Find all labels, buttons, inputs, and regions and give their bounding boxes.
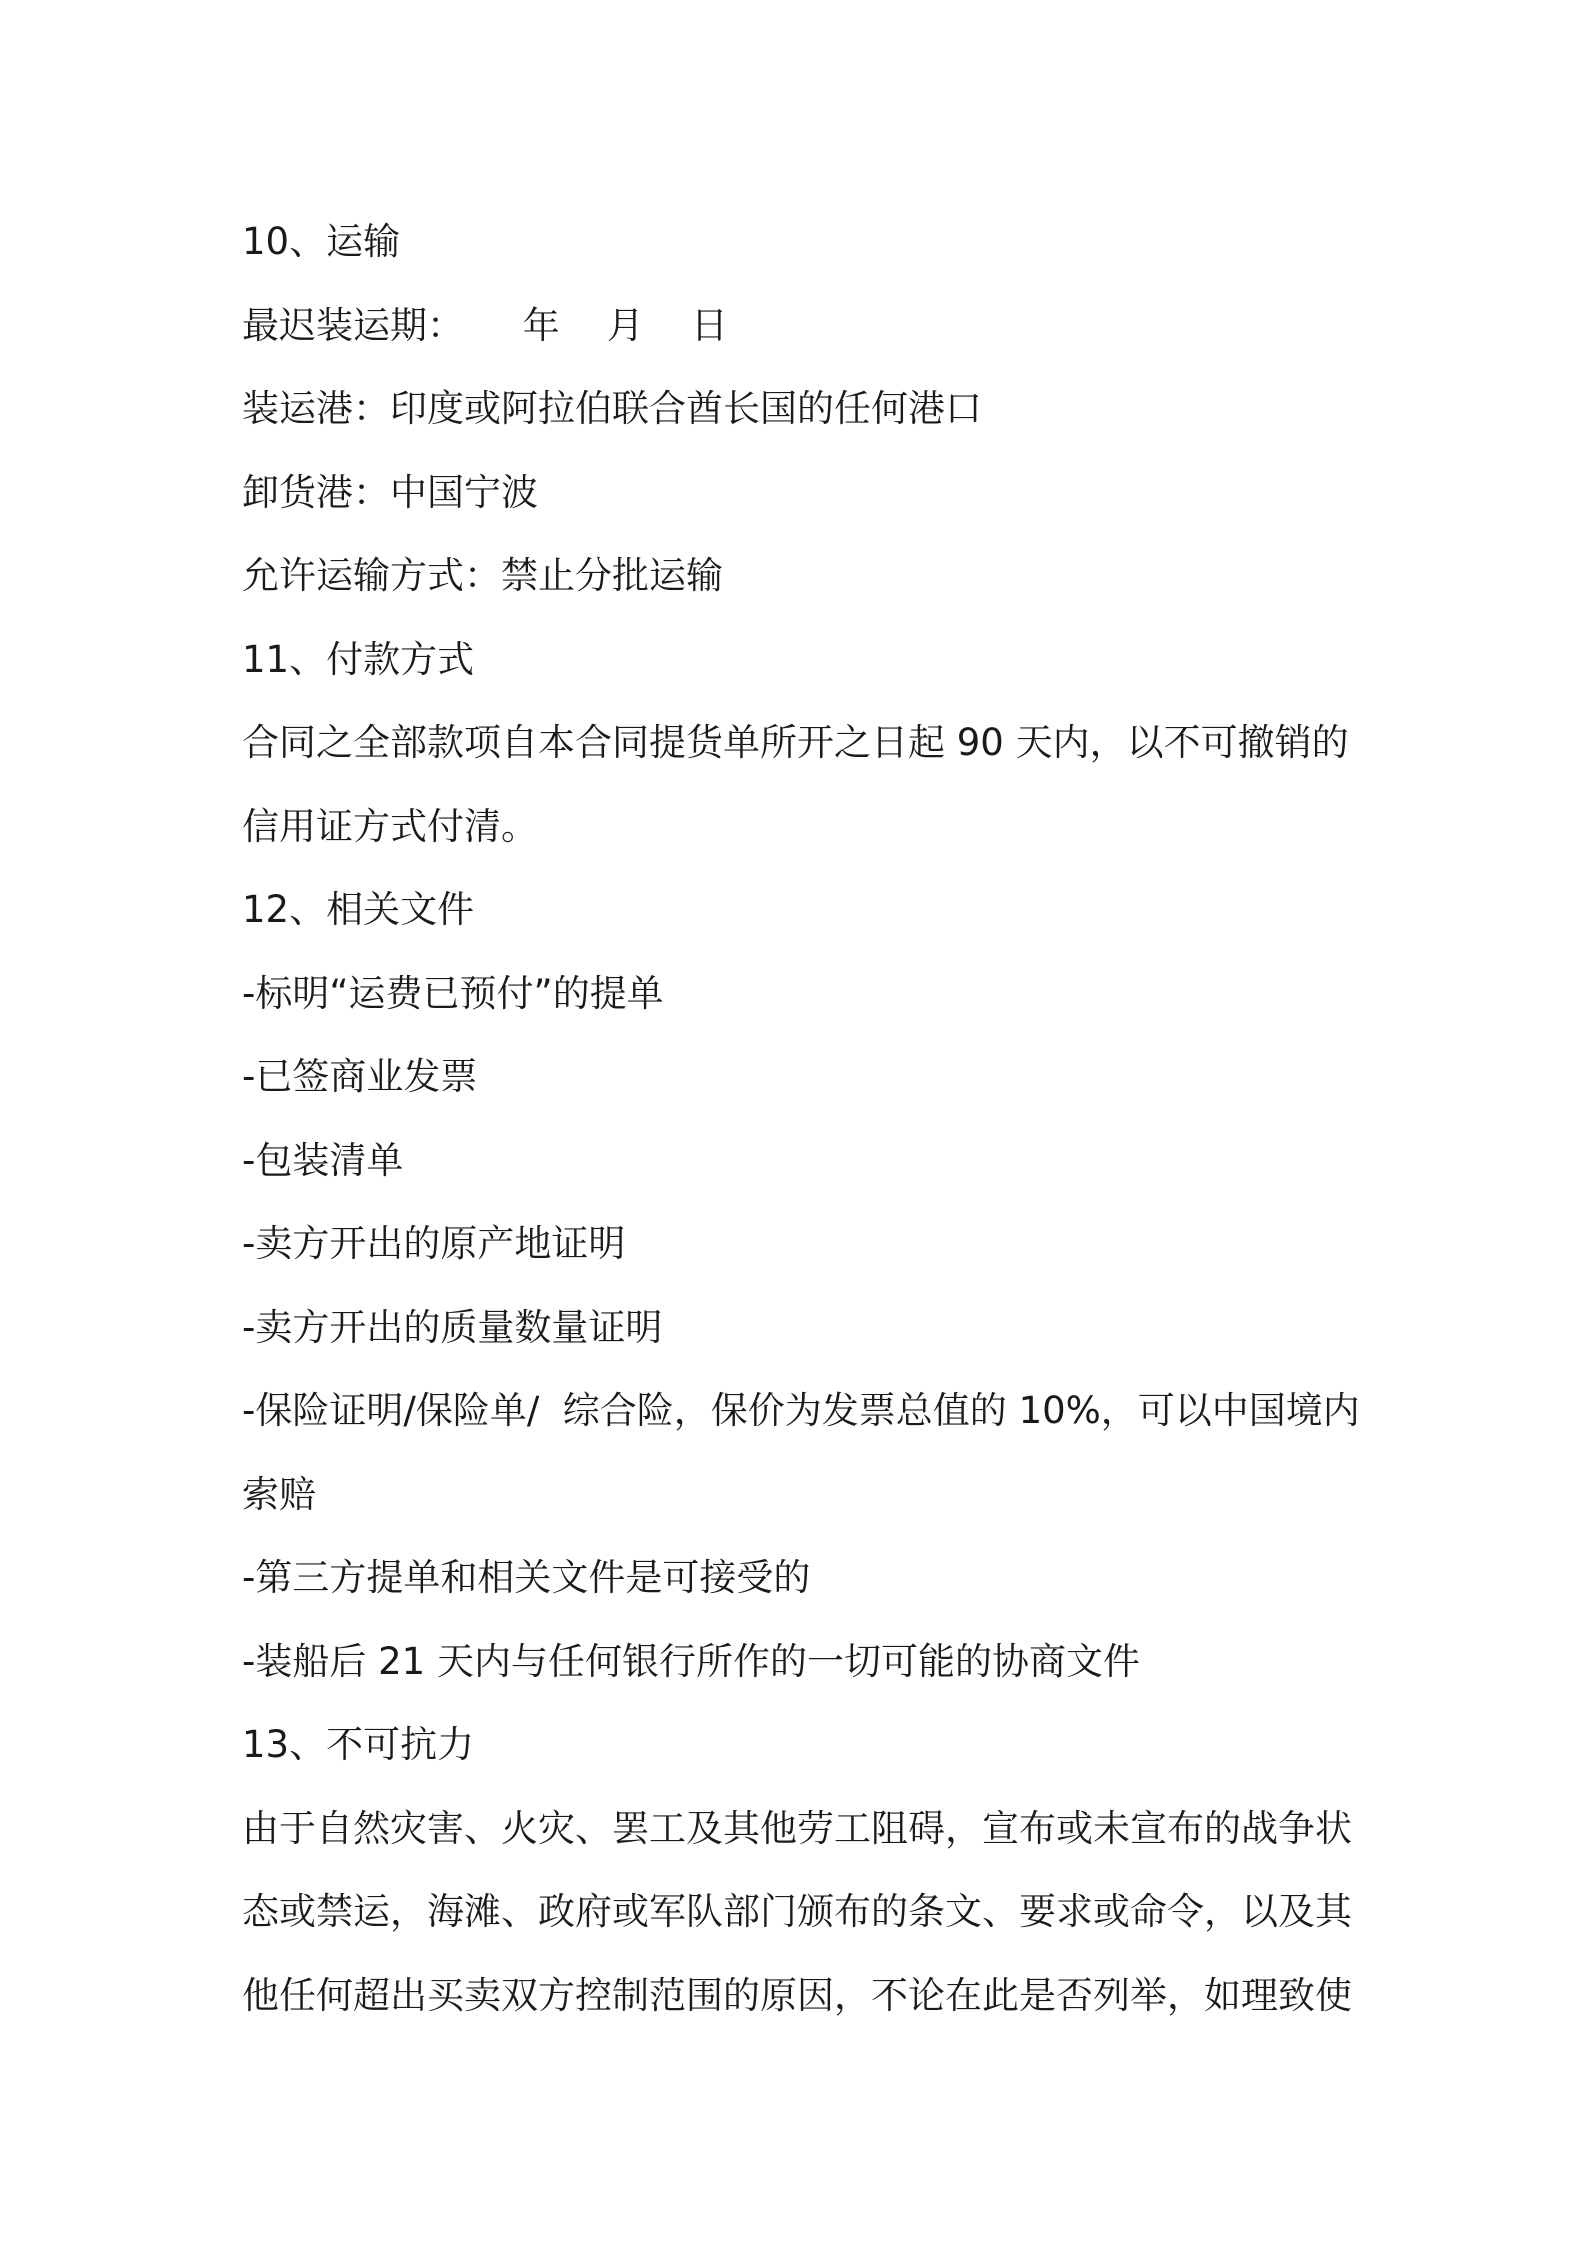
section-heading-transport: 10、运输 [242,220,401,263]
force-majeure-text-line-3: 他任何超出买卖双方控制范围的原因，不论在此是否列举，如理致使 [242,1973,1352,2017]
document-item-insurance-line-1: -保险证明/保险单/ 综合险，保价为发票总值的 10%，可以中国境内 [242,1389,1360,1432]
payment-text-line-2: 信用证方式付清。 [242,804,538,848]
section-heading-documents: 12、相关文件 [242,888,475,931]
payment-text-line-1: 合同之全部款项自本合同提货单所开之日起 90 天内，以不可撤销的 [242,721,1349,764]
document-item-quality-quantity-certificate: -卖方开出的质量数量证明 [242,1305,663,1349]
document-item-insurance-line-2: 索赔 [242,1472,316,1516]
force-majeure-text-line-1: 由于自然灾害、火灾、罢工及其他劳工阻碍，宣布或未宣布的战争状 [242,1806,1352,1850]
document-item-third-party: -第三方提单和相关文件是可接受的 [242,1556,811,1599]
port-of-loading: 装运港：印度或阿拉伯联合酋长国的任何港口 [242,387,982,430]
document-item-negotiation: -装船后 21 天内与任何银行所作的一切可能的协商文件 [242,1639,1140,1683]
port-of-discharge: 卸货港：中国宁波 [242,470,538,514]
document-item-certificate-of-origin: -卖方开出的原产地证明 [242,1222,626,1265]
transport-method: 允许运输方式：禁止分批运输 [242,554,723,597]
force-majeure-text-line-2: 态或禁运，海滩、政府或军队部门颁布的条文、要求或命令，以及其 [242,1890,1352,1933]
section-heading-force-majeure: 13、不可抗力 [242,1723,475,1766]
document-item-commercial-invoice: -已签商业发票 [242,1055,478,1098]
latest-shipment-date: 最迟装运期： 年 月 日 [242,303,728,347]
document-item-bill-of-lading: -标明“运费已预付”的提单 [242,971,664,1015]
document-body [242,200,1362,2037]
section-heading-payment: 11、付款方式 [242,637,475,681]
document-item-packing-list: -包装清单 [242,1138,404,1182]
